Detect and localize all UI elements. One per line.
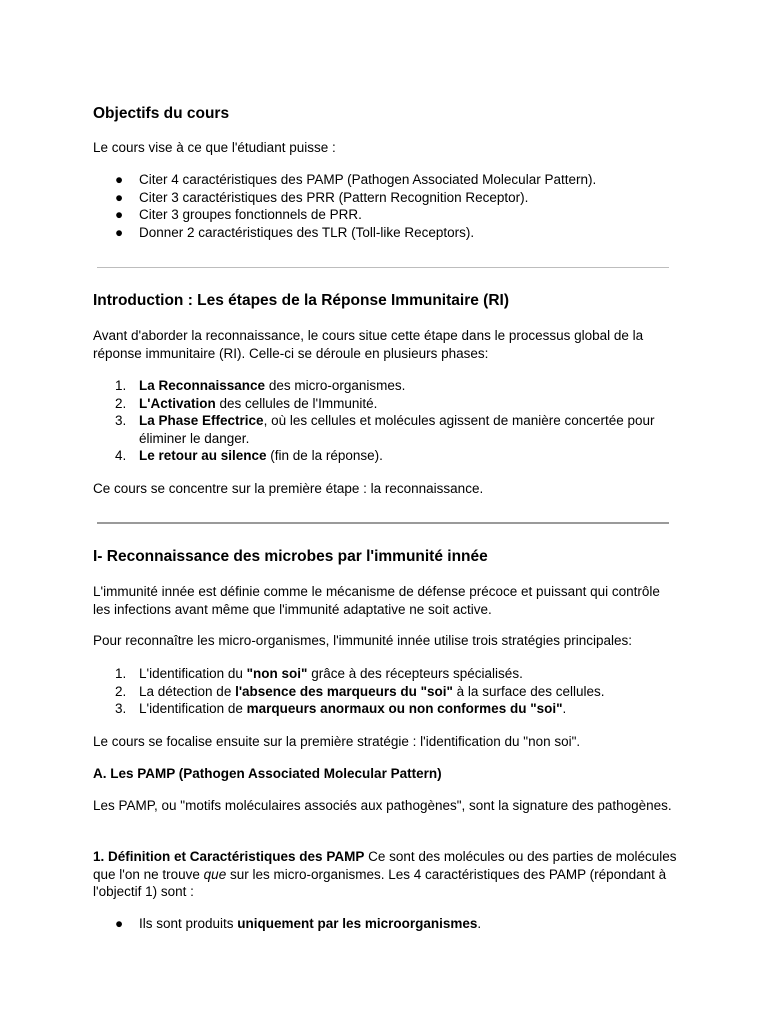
introduction-conclusion: Ce cours se concentre sur la première étape : la reconnaissance. — [93, 481, 484, 496]
section-divider — [97, 522, 669, 524]
list-item: ● Donner 2 caractéristiques des TLR (Toll-like Receptors). — [115, 224, 475, 240]
strategies-list — [93, 665, 678, 718]
section1-paragraph-3: Le cours se focalise ensuite sur la première stratégie : l'identification du "non soi". — [93, 734, 581, 749]
bullet-marker: ● — [115, 207, 124, 222]
section-divider — [97, 267, 669, 268]
bullet-marker: ● — [115, 916, 124, 931]
list-item: 2. L'Activation des cellules de l'Immunité. — [115, 395, 378, 411]
bullet-marker: ● — [115, 224, 124, 240]
pamp-characteristics-list — [93, 915, 678, 933]
section1-paragraph-2: Pour reconnaître les micro-organismes, l'immunité innée utilise trois stratégies principales: — [93, 633, 633, 648]
list-item: 1. La Reconnaissance des micro-organismes. — [115, 378, 406, 393]
list-item: 2. La détection de l'absence des marqueurs du "soi" à la surface des cellules. — [115, 683, 605, 699]
list-item: ● Citer 4 caractéristiques des PAMP (Pathogen Associated Molecular Pattern). — [115, 172, 597, 187]
list-item: ● Citer 3 caractéristiques des PRR (Pattern Recognition Receptor). — [115, 189, 529, 205]
list-item: 4. Le retour au silence (fin de la réponse). — [115, 448, 383, 463]
list-item: ● Ils sont produits uniquement par les microorganismes. — [115, 916, 482, 931]
pamp-definition: 1. Définition et Caractéristiques des PAMP Ce sont des molécules ou des parties de molécules que l'on ne trouve que sur les micro-organismes. Les 4 caractéristiques des PAMP (répondant à l'objectif 1) sont : — [93, 849, 677, 899]
objectifs-list — [93, 171, 678, 241]
section1-heading: I- Reconnaissance des microbes par l'immunité innée — [93, 548, 488, 565]
objectifs-intro: Le cours vise à ce que l'étudiant puisse : — [93, 140, 336, 155]
introduction-heading: Introduction : Les étapes de la Réponse Immunitaire (RI) — [93, 292, 509, 309]
bullet-marker: ● — [115, 189, 124, 205]
introduction-steps — [93, 377, 678, 465]
subsection-a-heading: A. Les PAMP (Pathogen Associated Molecular Pattern) — [93, 766, 442, 781]
section1-paragraph-4: Les PAMP, ou "motifs moléculaires associés aux pathogènes", sont la signature des pathogènes. — [93, 798, 672, 813]
list-item: 3. L'identification de marqueurs anormaux ou non conformes du "soi". — [115, 701, 567, 716]
objectifs-heading: Objectifs du cours — [93, 105, 230, 122]
section1-paragraph-1: L'immunité innée est définie comme le mécanisme de défense précoce et puissant qui contrôle les infections avant même que l'immunité adaptative ne soit active. — [93, 584, 660, 617]
list-item: 1. L'identification du "non soi" grâce à des récepteurs spécialisés. — [115, 666, 523, 681]
list-item: ● Citer 3 groupes fonctionnels de PRR. — [115, 207, 362, 222]
bullet-marker: ● — [115, 172, 124, 187]
list-item: 3. La Phase Effectrice, où les cellules et molécules agissent de manière concertée pour éliminer le danger. — [115, 413, 655, 446]
introduction-paragraph: Avant d'aborder la reconnaissance, le cours situe cette étape dans le processus global de la réponse immunitaire (RI). Celle-ci se déroule en plusieurs phases: — [93, 328, 644, 361]
